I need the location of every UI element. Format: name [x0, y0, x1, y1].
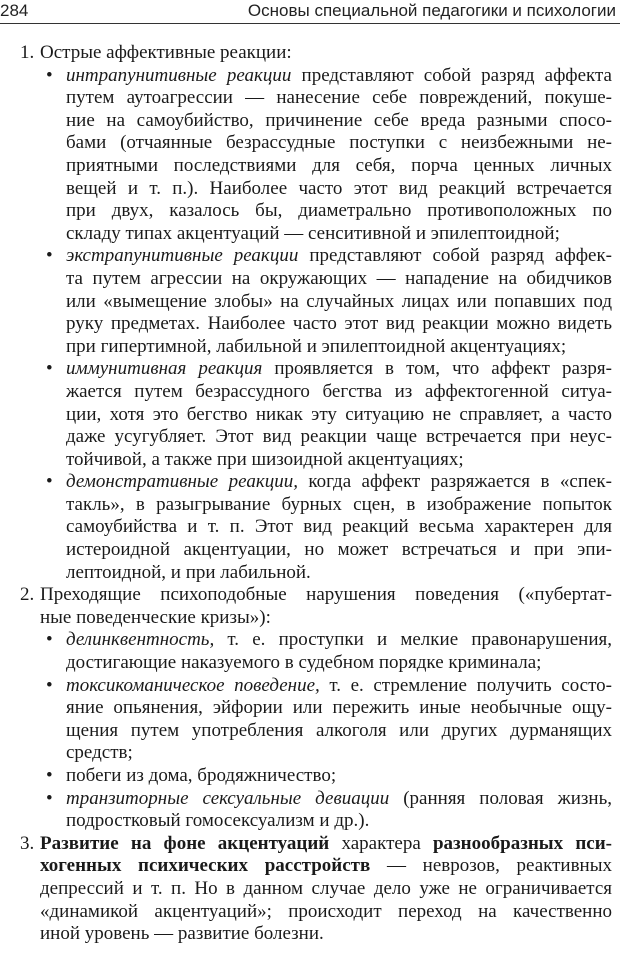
body-text: подростковый гомосексуализм и др.).: [66, 810, 370, 832]
item-title: [40, 584, 612, 629]
term-text: демонстративные реакции,: [66, 471, 298, 493]
text-line: [66, 720, 612, 743]
item-text: [40, 833, 612, 946]
text-line: [40, 833, 612, 856]
running-title: Основы специальной педагогики и психологии: [247, 1, 616, 20]
body-text: иной уровень — развитие болезни.: [40, 923, 324, 945]
body-text: самоубийства и т. п. Этот вид реакций весьма характерен для: [66, 516, 612, 538]
list-item-2: [0, 584, 620, 629]
text-line: [66, 675, 612, 698]
text-line: [66, 404, 612, 427]
body-text: та путем агрессии на окружающих — нападение на обидчиков: [66, 267, 612, 289]
bold-text: хогенных психических расстройств: [40, 855, 371, 877]
body-text: лептоидной, и при лабильной.: [66, 561, 311, 583]
bullet-marker: •: [46, 64, 53, 86]
item-title: Острые аффективные реакции:: [40, 42, 292, 63]
body-text: характера: [329, 832, 433, 854]
text-line: [66, 87, 612, 110]
text-line: [66, 562, 612, 585]
body-text: щения путем употребления алкоголя или других дурманящих: [66, 719, 612, 741]
body-text: складу типах акцентуаций — сенситивной и эпилептоидной;: [66, 222, 560, 244]
text-line: [66, 110, 612, 133]
text-line: [66, 155, 612, 178]
body-text: ные поведенческие кризы»):: [40, 606, 271, 628]
body-text: бами (отчаянные безрассудные поступки с неизбежными не-: [66, 132, 612, 154]
text-line: [66, 539, 612, 562]
body-text: приятными последствиями для себя, порча ценных личных: [66, 154, 612, 176]
text-line: [66, 132, 612, 155]
body-text: побеги из дома, бродяжничество;: [66, 765, 337, 786]
bullet-item: [0, 65, 620, 246]
text-line: [66, 426, 612, 449]
body-text: такль», в разыгрывание бурных сцен, в изображение попыток: [66, 493, 612, 515]
text-line: [66, 291, 612, 314]
body-text: ние на самоубийство, причинение себе вреда разными спосо-: [66, 109, 612, 131]
body-text: депрессий и т. п. Но в данном случае дело уже не ограничивается: [40, 877, 612, 899]
text-line: [40, 923, 612, 946]
text-line: [66, 765, 612, 788]
body-text: т. е. проступки и мелкие правонарушения,: [214, 629, 612, 651]
bullet-marker: •: [46, 358, 53, 380]
bullet-item: [0, 471, 620, 584]
bold-text: разнообразных пси-: [432, 832, 612, 854]
text-line: [66, 788, 612, 811]
header-divider: [0, 23, 620, 24]
text-line: [66, 200, 612, 223]
bullet-marker: •: [46, 674, 53, 696]
text-line: [66, 516, 612, 539]
body-text: ции, хотя это бегство никак эту ситуацию не справляет, а часто: [66, 403, 612, 425]
bullet-marker: •: [46, 765, 53, 786]
text-line: [66, 358, 612, 381]
text-line: [66, 336, 612, 359]
bullet-item: [0, 788, 620, 833]
text-line: [66, 245, 612, 268]
body-text: или «вымещение злобы» на случайных лицах или попавших под: [66, 290, 612, 312]
item-number: 1.: [20, 42, 35, 63]
list-item-1: [0, 42, 620, 65]
term-text: иммунитивная реакция: [66, 358, 263, 380]
bullet-marker: •: [46, 787, 53, 809]
body-text: путем аутоагрессии — нанесение себе повреждений, покуше-: [66, 87, 612, 109]
text-line: [66, 268, 612, 291]
text-line: [66, 471, 612, 494]
body-text: достигающие наказуемого в судебном порядке криминала;: [66, 652, 542, 674]
body-text: представляют собой разряд аффекта: [291, 64, 612, 86]
text-line: [66, 810, 612, 833]
text-line: [66, 629, 612, 652]
body-text: средств;: [66, 742, 133, 764]
page-body: [0, 42, 620, 946]
body-text: при двух, казалось бы, диаметрально противоположных по: [66, 200, 612, 222]
text-line: [66, 742, 612, 765]
term-text: токсикоманическое поведение,: [66, 674, 320, 696]
body-text: даже усугубляет. Этот вид реакции чаще встречается при неус-: [66, 426, 612, 448]
page-number: 284: [0, 1, 29, 20]
running-header: [0, 0, 620, 24]
body-text: представляют собой разряд аффек-: [298, 245, 612, 267]
body-text: Преходящие психоподобные нарушения поведения («пубертат-: [40, 584, 612, 606]
text-line: [66, 381, 612, 404]
body-text: когда аффект разряжается в «спек-: [297, 471, 612, 493]
body-text: — неврозов, реактивных: [370, 855, 612, 877]
body-text: (ранняя половая жизнь,: [389, 787, 612, 809]
bullet-item: [0, 358, 620, 471]
body-text: тойчивой, а также при шизоидной акцентуациях;: [66, 448, 464, 470]
text-line: [66, 652, 612, 675]
bullet-marker: •: [46, 629, 53, 651]
bullet-item: [0, 245, 620, 358]
body-text: «динамикой акцентуаций»; происходит переход на качественно: [40, 900, 612, 922]
bullet-item: [0, 765, 620, 788]
body-text: яние опьянения, эйфории или пережить иные необычные ощу-: [66, 697, 612, 719]
text-line: [40, 584, 612, 607]
text-line: [66, 494, 612, 517]
text-line: [40, 878, 612, 901]
term-text: транзиторные сексуальные девиации: [66, 787, 390, 809]
body-text: проявляется в том, что аффект разря-: [262, 358, 612, 380]
text-line: [40, 855, 612, 878]
item-1-bullets: [0, 65, 620, 585]
text-line: [66, 223, 612, 246]
bold-text: Развитие на фоне акцентуаций: [40, 832, 330, 854]
text-line: [66, 178, 612, 201]
bullet-item: [0, 675, 620, 765]
text-line: [40, 901, 612, 924]
bullet-item: [0, 629, 620, 674]
term-text: делинквентность,: [66, 629, 215, 651]
term-text: интрапунитивные реакции: [66, 64, 292, 86]
body-text: истероидной акцентуации, но может встречаться и при эпи-: [66, 539, 612, 561]
text-line: [66, 449, 612, 472]
text-line: [40, 607, 612, 630]
text-line: [66, 313, 612, 336]
list-item-3: [0, 833, 620, 946]
text-line: [66, 697, 612, 720]
item-number: 3.: [20, 832, 35, 854]
item-number: 2.: [20, 584, 35, 606]
body-text: при гипертимной, лабильной и эпилептоидной акцентуациях;: [66, 335, 567, 357]
body-text: вещей и т. п.). Наиболее часто этот вид реакций встречается: [66, 177, 612, 199]
body-text: руку предметах. Наиболее часто этот вид реакции можно видеть: [66, 313, 612, 335]
body-text: жается путем безрассудного бегства из аффектогенной ситуа-: [66, 380, 612, 402]
item-2-bullets: [0, 629, 620, 832]
bullet-marker: •: [46, 471, 53, 493]
body-text: т. е. стремление получить состо-: [319, 674, 612, 696]
text-line: [66, 65, 612, 88]
bullet-marker: •: [46, 245, 53, 267]
term-text: экстрапунитивные реакции: [66, 245, 299, 267]
